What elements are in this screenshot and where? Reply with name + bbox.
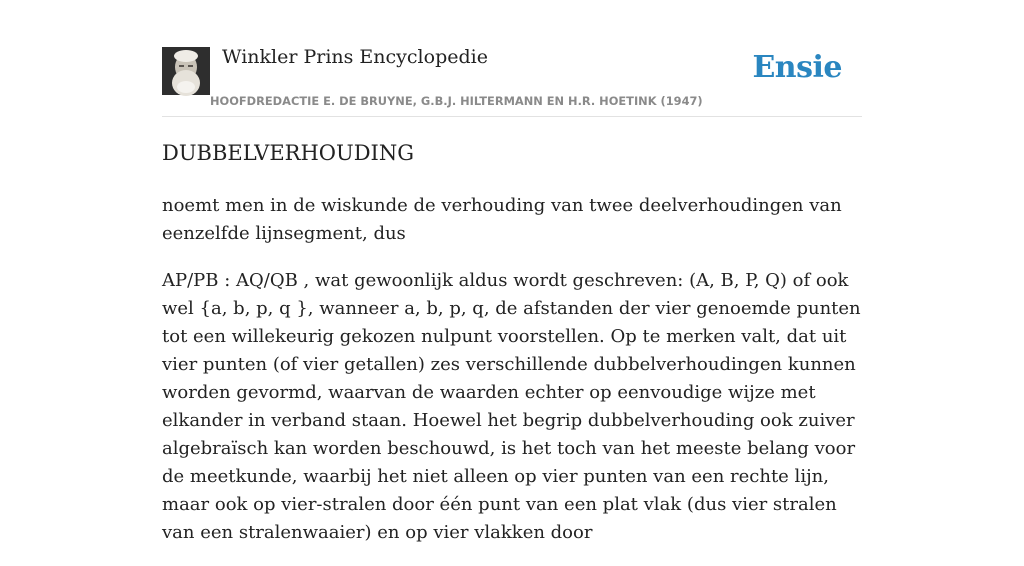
article-paragraph: AP/PB : AQ/QB , wat gewoonlijk aldus wordt geschreven: (A, B, P, Q) of ook wel {a, b, p, q }, wanneer a, b, p, q, de afstanden der vier genoemde punten tot een willekeurig gekozen nulpunt voorstellen. Op te merken valt, dat uit vier punten (of vier getallen) zes verschillende dubbelverhoudingen kunnen worden gevormd, waarvan de waarden echter op eenvoudige wijze met elkander in verband staan. Hoewel het begrip dubbelverhouding ook zuiver algebraïsch kan worden beschouwd, is het toch van het meeste belang voor de meetkunde, waarbij het niet alleen op vier punten van een rechte lijn, maar ook op vier-stralen door één punt van een plat vlak (dus vier stralen van een stralenwaaier) en op vier vlakken door <box>162 270 861 543</box>
brand-logo[interactable]: Ensie <box>752 50 842 85</box>
site-title[interactable]: Winkler Prins Encyclopedie <box>222 46 488 68</box>
editorial-subtitle: HOOFDREDACTIE E. DE BRUYNE, G.B.J. HILTERMANN EN H.R. HOETINK (1947) <box>210 94 703 108</box>
article-body <box>162 192 862 566</box>
article-title: DUBBELVERHOUDING <box>162 141 414 165</box>
site-header <box>162 44 862 117</box>
portrait-icon[interactable] <box>162 47 210 95</box>
article-paragraph: noemt men in de wiskunde de verhouding van twee deelverhoudingen van eenzelfde lijnsegment, dus <box>162 195 842 244</box>
